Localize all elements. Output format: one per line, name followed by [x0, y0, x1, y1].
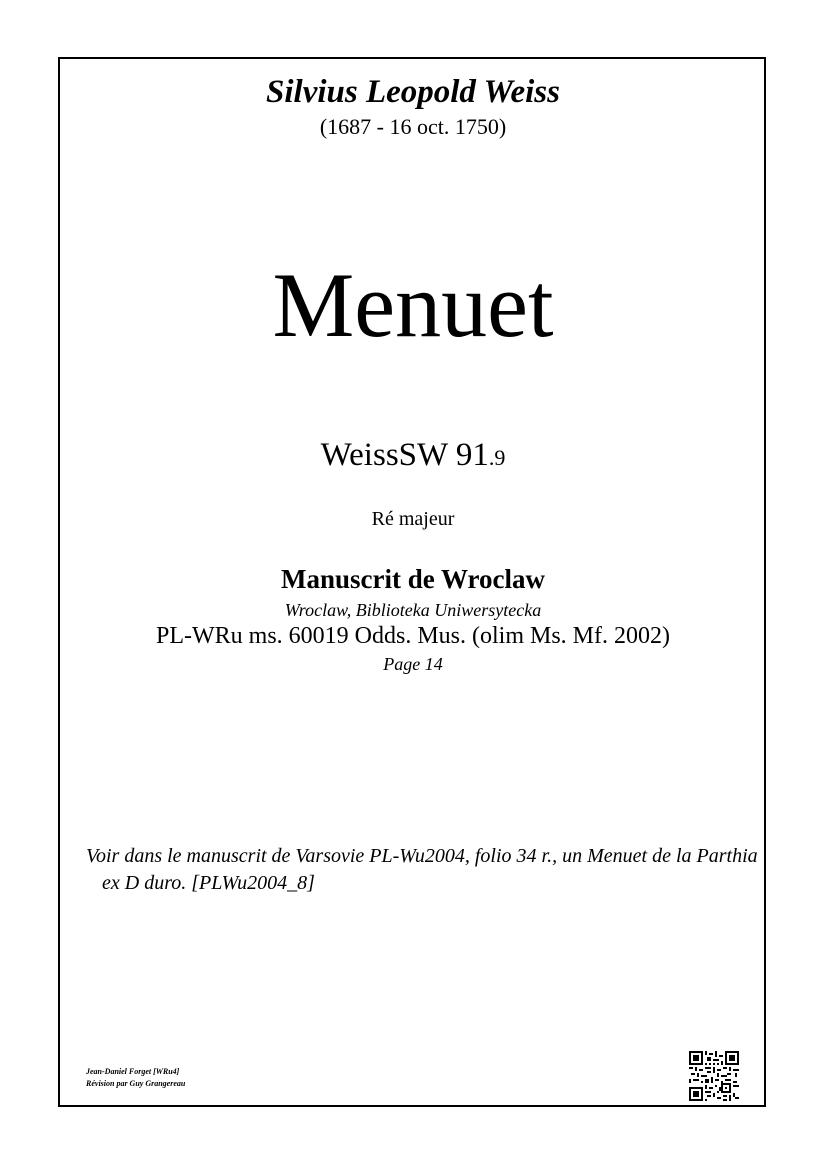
reference-note: Voir dans le manuscrit de Varsovie PL-Wu2004, folio 34 r., un Menuet de la Parthia ex D duro. [PLWu2004_8] — [86, 845, 758, 894]
source-library: Wroclaw, Biblioteka Uniwersytecka — [284, 600, 542, 620]
credits-revision: Révision par Guy Grangereau — [86, 1079, 186, 1088]
piece-title: Menuet — [272, 254, 554, 356]
qr-code-icon — [689, 1051, 739, 1101]
source-shelfmark: PL-WRu ms. 60019 Odds. Mus. (olim Ms. Mf. 2002) — [155, 623, 671, 649]
catalog-main: WeissSW 91 — [320, 437, 489, 473]
catalog-number — [0, 437, 826, 474]
catalog-sub: .9 — [488, 445, 506, 470]
source-title: Manuscrit de Wroclaw — [281, 564, 545, 594]
composer-dates: (1687 - 16 oct. 1750) — [319, 114, 507, 139]
credits — [86, 1066, 185, 1090]
source-page: Page 14 — [383, 654, 443, 674]
credits-editor: Jean-Daniel Forget [WRu4] — [86, 1067, 180, 1076]
piece-key: Ré majeur — [371, 508, 455, 530]
composer-name: Silvius Leopold Weiss — [266, 74, 560, 110]
